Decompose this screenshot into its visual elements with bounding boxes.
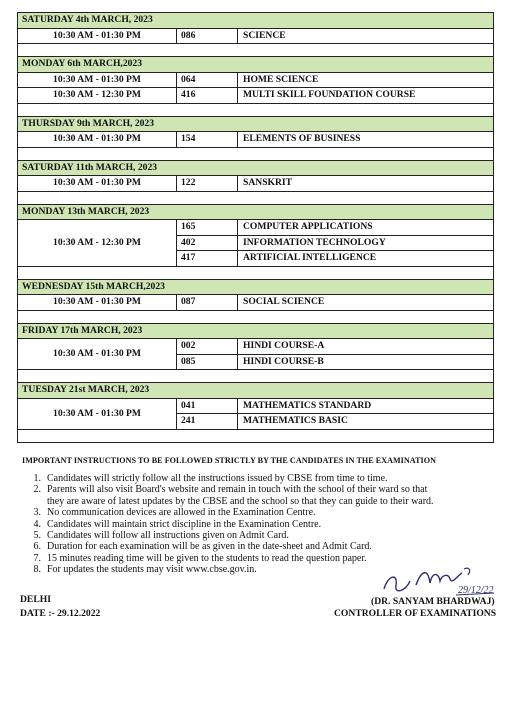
- exam-time: 10:30 AM - 01:30 PM: [18, 295, 177, 311]
- spacer-cell: [18, 370, 494, 383]
- instruction-text: Candidates will maintain strict discipline in the Examination Centre.: [47, 518, 322, 530]
- subject-name: MATHEMATICS STANDARD: [238, 398, 494, 414]
- subject-code: 416: [177, 88, 238, 104]
- subject-row: [18, 295, 494, 311]
- instruction-text: Candidates will follow all instructions given on Admit Card.: [47, 530, 289, 542]
- date-sheet-table: [17, 12, 494, 443]
- subject-code: 086: [177, 28, 238, 44]
- date-row: [18, 204, 494, 220]
- date-row: [18, 160, 494, 176]
- spacer-row: [18, 191, 494, 204]
- instruction-item: [22, 530, 512, 541]
- exam-date: TUESDAY 21st MARCH, 2023: [18, 383, 494, 399]
- exam-time: 10:30 AM - 01:30 PM: [18, 398, 177, 429]
- spacer-cell: [18, 266, 494, 279]
- signature-date: 29/12/22: [458, 585, 494, 596]
- subject-code: 241: [177, 414, 238, 430]
- instruction-item: [22, 496, 512, 507]
- subject-code: 064: [177, 72, 238, 88]
- spacer-cell: [18, 429, 494, 442]
- exam-time: 10:30 AM - 01:30 PM: [18, 28, 177, 44]
- subject-name: HOME SCIENCE: [238, 72, 494, 88]
- spacer-cell: [18, 310, 494, 323]
- subject-name: MATHEMATICS BASIC: [238, 414, 494, 430]
- subject-code: 417: [177, 251, 238, 267]
- subject-row: [18, 339, 494, 355]
- instruction-item: [22, 484, 512, 495]
- spacer-row: [18, 103, 494, 116]
- subject-name: ELEMENTS OF BUSINESS: [238, 132, 494, 148]
- spacer-cell: [18, 103, 494, 116]
- exam-date: MONDAY 6th MARCH,2023: [18, 57, 494, 73]
- instruction-text: Duration for each examination will be as given in the date-sheet and Admit Card.: [47, 541, 372, 553]
- exam-date: SATURDAY 11th MARCH, 2023: [18, 160, 494, 176]
- subject-row: [18, 72, 494, 88]
- subject-row: [18, 132, 494, 148]
- instruction-text: Parents will also visit Board's website and remain in touch with the school of their ward so that: [47, 484, 428, 496]
- exam-date: SATURDAY 4th MARCH, 2023: [18, 13, 494, 29]
- spacer-cell: [18, 147, 494, 160]
- exam-time: 10:30 AM - 01:30 PM: [18, 72, 177, 88]
- instruction-text: For updates the students may visit www.cbse.gov.in.: [47, 564, 257, 576]
- subject-name: HINDI COURSE-A: [238, 339, 494, 355]
- spacer-row: [18, 370, 494, 383]
- subject-name: ARTIFICIAL INTELLIGENCE: [238, 251, 494, 267]
- instruction-number: 1.: [33, 473, 41, 484]
- spacer-cell: [18, 191, 494, 204]
- signatory-title: CONTROLLER OF EXAMINATIONS: [334, 608, 497, 619]
- exam-time: 10:30 AM - 12:30 PM: [18, 88, 177, 104]
- subject-row: [18, 398, 494, 414]
- instruction-number: 6.: [33, 541, 41, 553]
- subject-code: 085: [177, 354, 238, 370]
- subject-name: SCIENCE: [238, 28, 494, 44]
- instruction-number: 3.: [33, 507, 41, 519]
- spacer-row: [18, 310, 494, 323]
- issue-date: DATE :- 29.12.2022: [20, 608, 101, 619]
- exam-time: 10:30 AM - 01:30 PM: [18, 132, 177, 148]
- subject-code: 402: [177, 235, 238, 251]
- exam-time: 10:30 AM - 01:30 PM: [18, 176, 177, 192]
- signatory-name: (DR. SANYAM BHARDWAJ): [371, 596, 495, 607]
- date-row: [18, 116, 494, 132]
- subject-code: 041: [177, 398, 238, 414]
- spacer-cell: [18, 44, 494, 57]
- spacer-row: [18, 147, 494, 160]
- exam-date: THURSDAY 9th MARCH, 2023: [18, 116, 494, 132]
- subject-name: HINDI COURSE-B: [238, 354, 494, 370]
- subject-code: 002: [177, 339, 238, 355]
- date-row: [18, 323, 494, 339]
- date-row: [18, 383, 494, 399]
- date-row: [18, 279, 494, 295]
- instruction-text: No communication devices are allowed in the Examination Centre.: [47, 507, 316, 519]
- instruction-number: 4.: [33, 518, 41, 530]
- subject-row: [18, 88, 494, 104]
- instruction-text: they are aware of latest updates by the CBSE and the school so that they can guide to their ward.: [47, 495, 434, 507]
- subject-code: 087: [177, 295, 238, 311]
- instruction-number: 7.: [33, 552, 41, 564]
- subject-name: SOCIAL SCIENCE: [238, 295, 494, 311]
- exam-time: 10:30 AM - 12:30 PM: [18, 220, 177, 267]
- instruction-number: [22, 496, 47, 507]
- exam-time: 10:30 AM - 01:30 PM: [18, 339, 177, 370]
- subject-row: [18, 176, 494, 192]
- exam-date: MONDAY 13th MARCH, 2023: [18, 204, 494, 220]
- subject-code: 154: [177, 132, 238, 148]
- instruction-item: [22, 507, 512, 518]
- exam-date: WEDNESDAY 15th MARCH,2023: [18, 279, 494, 295]
- instruction-text: Candidates will strictly follow all the instructions issued by CBSE from time to time.: [47, 473, 388, 484]
- handwritten-signature: [376, 555, 506, 605]
- instruction-text: 15 minutes reading time will be given to the students to read the question paper.: [47, 552, 367, 564]
- instruction-number: 5.: [33, 530, 41, 542]
- instruction-item: [22, 519, 512, 530]
- subject-name: SANSKRIT: [238, 176, 494, 192]
- spacer-row: [18, 266, 494, 279]
- subject-code: 122: [177, 176, 238, 192]
- date-row: [18, 57, 494, 73]
- instructions-title: IMPORTANT INSTRUCTIONS TO BE FOLLOWED STRICTLY BY THE CANDIDATES IN THE EXAMINATION: [22, 456, 436, 465]
- spacer-row: [18, 429, 494, 442]
- instruction-number: 2.: [33, 484, 41, 496]
- subject-row: [18, 220, 494, 236]
- instruction-number: 8.: [33, 564, 41, 576]
- subject-name: COMPUTER APPLICATIONS: [238, 220, 494, 236]
- date-row: [18, 13, 494, 29]
- place-label: DELHI: [20, 594, 51, 605]
- subject-row: [18, 28, 494, 44]
- subject-code: 165: [177, 220, 238, 236]
- instruction-item: [22, 473, 512, 484]
- exam-date: FRIDAY 17th MARCH, 2023: [18, 323, 494, 339]
- spacer-row: [18, 44, 494, 57]
- subject-name: MULTI SKILL FOUNDATION COURSE: [238, 88, 494, 104]
- subject-name: INFORMATION TECHNOLOGY: [238, 235, 494, 251]
- instruction-item: [22, 541, 512, 552]
